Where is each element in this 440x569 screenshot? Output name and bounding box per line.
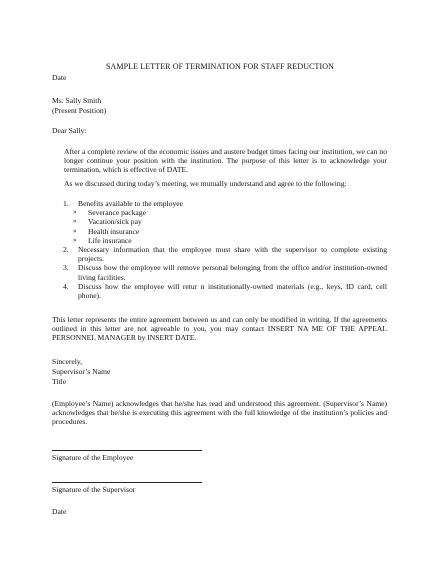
paragraph-1 [52,147,387,175]
benefits-sublist [52,208,387,245]
acknowledgement-paragraph: (Employee’s Name) acknowledges that he/she has read and understood this agreement. (Supervisor’s Name) acknowledges that he/she is executing this agreement with the full knowledge of the institution’s policies and procedures. [52,399,387,427]
employee-signature-line [52,450,202,451]
benefit-text: Life insurance [88,235,132,245]
benefit-text: Vacation/sick pay [88,217,142,227]
list-number: 2. [63,245,69,255]
benefit-item [62,236,387,245]
employee-signature-label: Signature of the Employee [52,453,134,462]
letter-title: SAMPLE LETTER OF TERMINATION FOR STAFF REDUCTION [105,62,335,71]
list-item [52,282,387,300]
list-item-text: Benefits available to the employee [78,199,184,208]
bullet-icon: » [73,235,77,244]
signer-title: Title [52,377,67,386]
closing: Sincerely, [52,357,83,366]
list-item-text: Necessary information that the employee must share with the supervisor to complete existing projects. [78,245,387,264]
benefit-item [62,227,387,236]
supervisor-signature-label: Signature of the Supervisor [52,485,136,494]
recipient-name: Ms. Sally Smith [52,96,102,105]
recipient-position: (Present Position) [52,106,107,115]
list-item-text: Discuss how the employee will remove personal belonging from the office and/or institution-owned living facilities. [78,263,387,282]
bullet-icon: » [73,226,77,235]
paragraph-3: This letter represents the entire agreement between us and can only be modified in writing. If the agreements outlined in this letter are not agreeable to you, you may contact INSERT NA ME OF THE APPEAL PERSONNEL MANAGER by INSERT DATE. [52,315,387,343]
benefit-item [62,217,387,226]
list-number: 1. [63,199,69,208]
list-item [52,245,387,263]
paragraph-1-text: After a complete review of the economic issues and austere budget times facing our institution, we can no longer continue your position with the institution. The purpose of this letter is to acknowledge your termination, which is effective of DATE. [64,147,387,175]
list-item-text: Discuss how the employee will retur n institutionally-owned materials (e.g., keys, ID card, cell phone). [78,281,387,301]
list-number: 3. [63,263,69,273]
paragraph-2 [52,179,387,188]
date-bottom: Date [52,507,67,516]
benefit-item [62,208,387,217]
list-item [52,263,387,281]
paragraph-2-text: As we discussed during today’s meeting, we mutually understand and agree to the following: [64,179,347,188]
benefit-text: Health insurance [88,226,140,236]
benefit-text: Severance package [88,208,146,218]
supervisor-signature-line [52,482,202,483]
signer-name: Supervisor’s Name [52,367,111,376]
agreement-list [52,199,387,300]
bullet-icon: » [73,217,77,226]
bullet-icon: » [73,208,77,217]
list-item [52,199,387,208]
list-number: 4. [63,281,69,291]
salutation: Dear Sally: [52,126,87,135]
date-top: Date [52,73,67,82]
